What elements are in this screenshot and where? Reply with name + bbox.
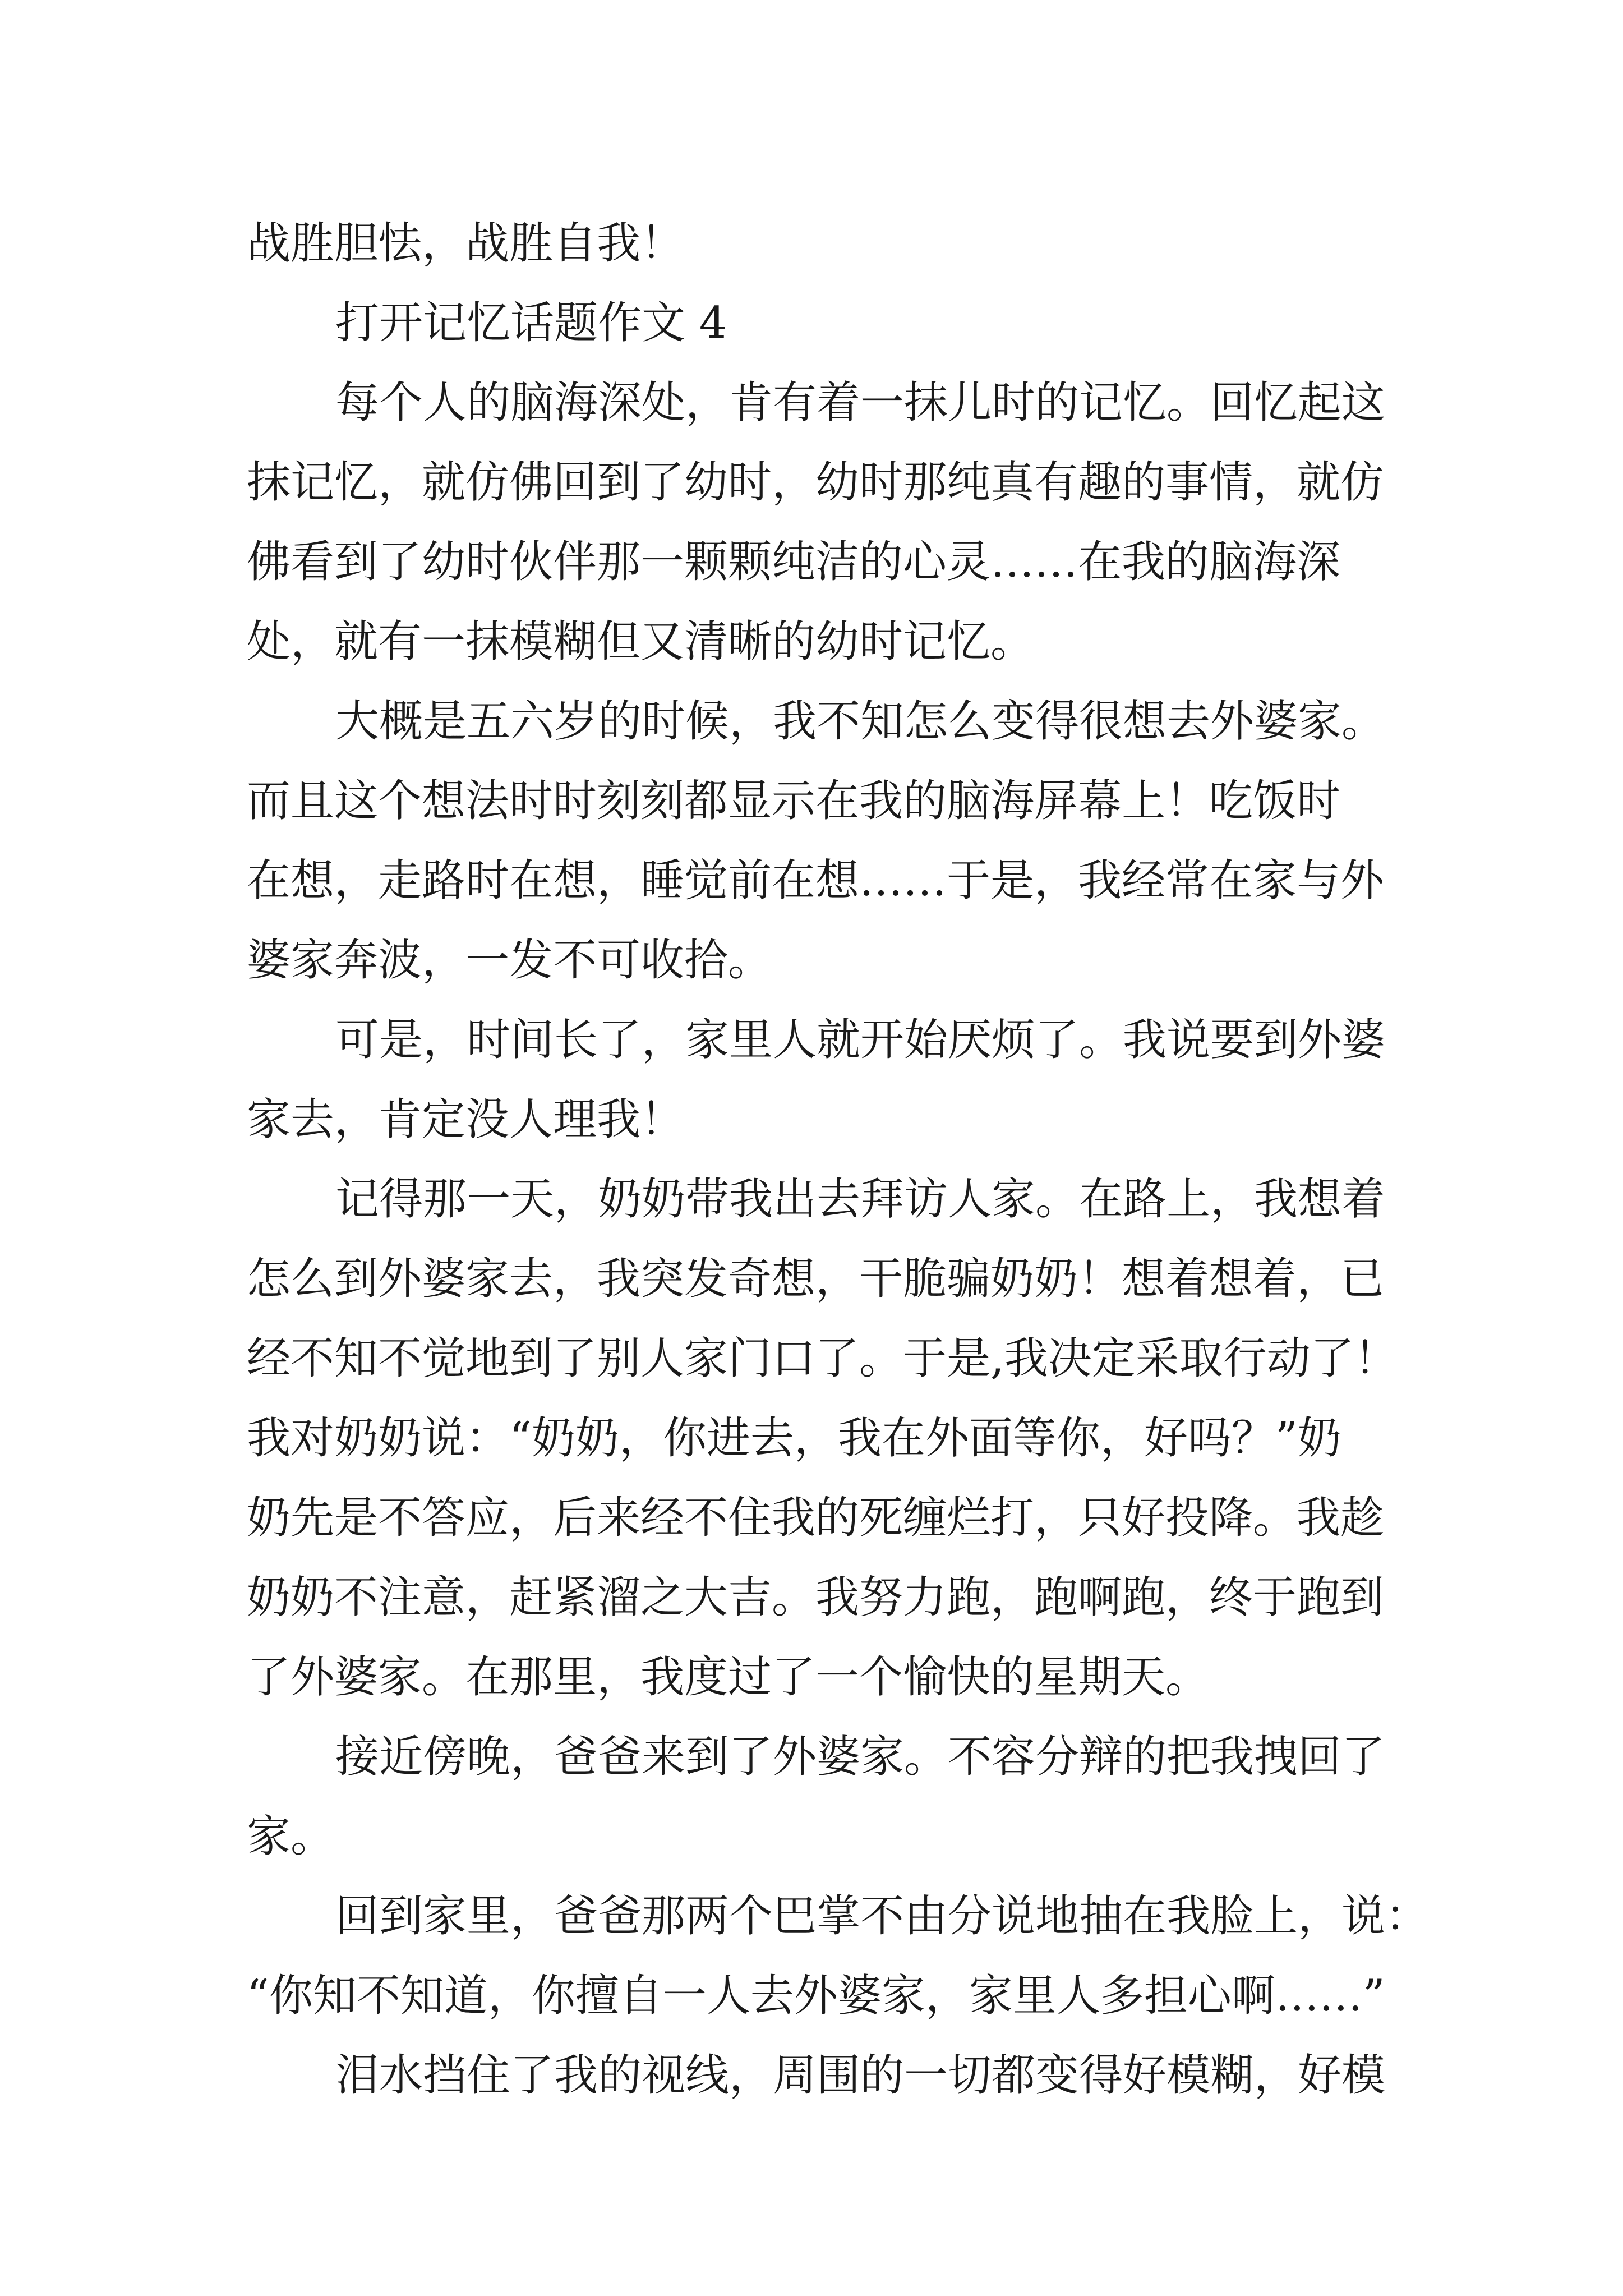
line-text: 我对奶奶说：“奶奶，你进去，我在外面等你，好吗？”奶	[247, 1413, 1341, 1464]
line-text: 家去，肯定没人理我！	[247, 1094, 685, 1145]
text-line	[0, 517, 1623, 607]
section-heading	[0, 278, 1623, 368]
line-text: 接近傍晚，爸爸来到了外婆家。不容分辩的把我拽回了	[335, 1732, 1386, 1782]
line-text: 泪水挡住了我的视线，周围的一切都变得好模糊，好模	[335, 2050, 1386, 2101]
line-text: 大概是五六岁的时候，我不知怎么变得很想去外婆家。	[335, 696, 1386, 747]
line-text: 家。	[247, 1811, 335, 1862]
text-line	[0, 1154, 1623, 1244]
line-text: 经不知不觉地到了别人家门口了。于是,我决定采取行动了！	[247, 1333, 1398, 1384]
line-text: 在想，走路时在想，睡觉前在想……于是，我经常在家与外	[247, 855, 1385, 906]
text-line	[0, 2031, 1623, 2120]
line-text: 处，就有一抹模糊但又清晰的幼时记忆。	[247, 616, 1035, 667]
line-text: 婆家奔波，一发不可收拾。	[247, 935, 772, 986]
text-line	[0, 1234, 1623, 1324]
line-text: 奶先是不答应，后来经不住我的死缠烂打，只好投降。我趁	[247, 1493, 1385, 1543]
text-line	[0, 1951, 1623, 2041]
text-line	[0, 358, 1623, 448]
text-line	[0, 1712, 1623, 1802]
text-line	[0, 1871, 1623, 1961]
text-line	[0, 597, 1623, 687]
text-line	[0, 1473, 1623, 1563]
line-text: 每个人的脑海深处，肯有着一抹儿时的记忆。回忆起这	[335, 378, 1386, 428]
line-text: 奶奶不注意，赶紧溜之大吉。我努力跑，跑啊跑，终于跑到	[247, 1572, 1385, 1623]
line-text: 记得那一天，奶奶带我出去拜访人家。在路上，我想着	[335, 1174, 1386, 1225]
text-line	[0, 995, 1623, 1085]
text-line	[0, 199, 1623, 288]
text-line	[0, 1314, 1623, 1404]
text-line	[0, 836, 1623, 926]
text-line	[0, 915, 1623, 1005]
text-line	[0, 1632, 1623, 1722]
line-text: 战胜胆怯，战胜自我！	[247, 218, 685, 269]
line-text: 回到家里，爸爸那两个巴掌不由分说地抽在我脸上，说：	[335, 1891, 1430, 1941]
text-line	[0, 1075, 1623, 1165]
text-line	[0, 1393, 1623, 1483]
line-text: 可是，时间长了，家里人就开始厌烦了。我说要到外婆	[335, 1015, 1386, 1065]
line-text: 佛看到了幼时伙伴那一颗颗纯洁的心灵……在我的脑海深	[247, 537, 1341, 587]
heading-text: 打开记忆话题作文 4	[335, 298, 727, 348]
line-text: 了外婆家。在那里，我度过了一个愉快的星期天。	[247, 1652, 1210, 1703]
text-line	[0, 1792, 1623, 1881]
line-text: “你知不知道，你擅自一人去外婆家，家里人多担心啊……”	[247, 1971, 1385, 2021]
text-line	[0, 438, 1623, 527]
line-text: 怎么到外婆家去，我突发奇想，干脆骗奶奶！想着想着，已	[247, 1254, 1385, 1304]
line-text: 而且这个想法时时刻刻都显示在我的脑海屏幕上！吃饭时	[247, 776, 1341, 826]
text-line	[0, 756, 1623, 846]
text-line	[0, 1553, 1623, 1642]
text-line	[0, 677, 1623, 766]
line-text: 抹记忆，就仿佛回到了幼时，幼时那纯真有趣的事情，就仿	[247, 457, 1385, 508]
